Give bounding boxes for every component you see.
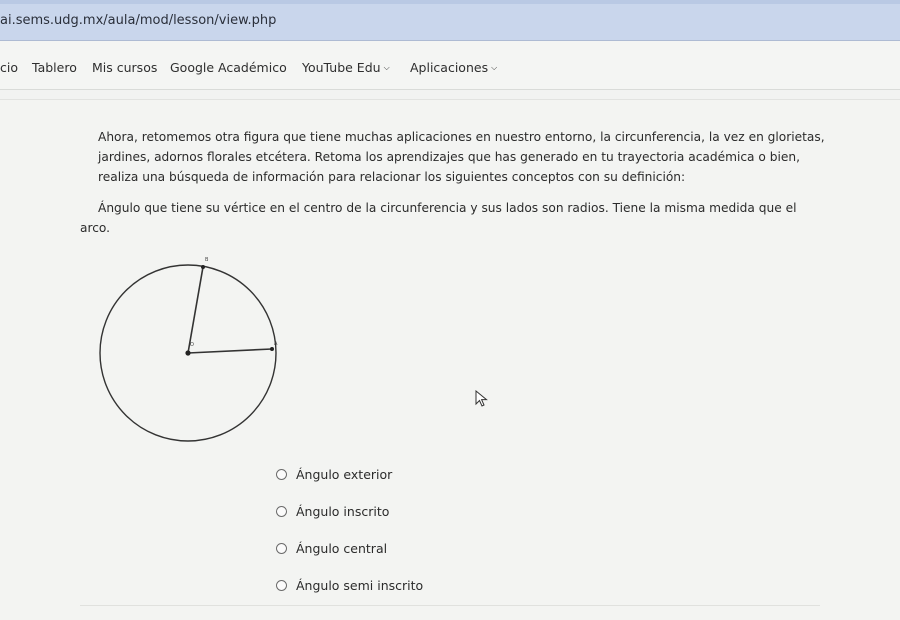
nav-item-aplicaciones[interactable] — [410, 60, 497, 75]
address-bar[interactable] — [0, 4, 900, 41]
option-label: Ángulo semi inscrito — [296, 578, 424, 593]
intro-paragraph: Ahora, retomemos otra figura que tiene muchas aplicaciones en nuestro entorno, la circunferencia, la vez en glorietas, jardines, adornos florales etcétera. Retoma los aprendizajes que has generado en tu trayectoria académica o bien, realiza una búsqueda de información para relacionar los siguientes conceptos con su definición: — [98, 130, 825, 184]
mouse-cursor-icon — [475, 390, 489, 408]
chevron-down-icon: ⌵ — [491, 62, 498, 72]
radio-button[interactable] — [276, 580, 287, 591]
label-a: A — [274, 341, 278, 347]
radio-button[interactable] — [276, 469, 287, 480]
radius-to-a — [188, 349, 272, 353]
option-angulo-semi-inscrito[interactable] — [276, 578, 423, 593]
nav-item-inicio[interactable] — [0, 60, 18, 75]
question-text: Ángulo que tiene su vértice en el centro de la circunferencia y sus lados son radios. Tiene la misma medida que el arco. — [80, 201, 797, 235]
content-divider — [80, 605, 820, 606]
center-point — [185, 350, 190, 355]
circle-figure — [95, 255, 285, 445]
option-label: Ángulo central — [296, 541, 388, 556]
nav-item-mis-cursos[interactable] — [92, 60, 157, 75]
label-b: B — [205, 257, 209, 263]
site-navbar — [0, 41, 900, 90]
lesson-content — [0, 100, 900, 620]
option-angulo-inscrito[interactable] — [276, 504, 389, 519]
option-angulo-exterior[interactable] — [276, 467, 392, 482]
nav-item-google-academico[interactable] — [170, 60, 287, 75]
nav-item-youtube-edu[interactable] — [302, 60, 390, 75]
nav-item-label: Google Académico — [170, 60, 287, 75]
radio-button[interactable] — [276, 543, 287, 554]
nav-item-label: Mis cursos — [92, 60, 158, 75]
point-b — [201, 265, 205, 269]
option-label: Ángulo inscrito — [296, 504, 390, 519]
url-text[interactable]: ai.sems.udg.mx/aula/mod/lesson/view.php — [0, 13, 277, 28]
nav-item-label: YouTube Edu — [302, 60, 381, 75]
nav-item-label: Tablero — [32, 60, 77, 75]
nav-item-label: Aplicaciones — [410, 60, 489, 75]
point-a — [270, 347, 274, 351]
nav-item-label: cio — [0, 60, 18, 75]
label-center: O — [190, 342, 194, 348]
radio-button[interactable] — [276, 506, 287, 517]
chevron-down-icon: ⌵ — [383, 62, 390, 72]
option-angulo-central[interactable] — [276, 541, 387, 556]
nav-item-tablero[interactable] — [32, 60, 77, 75]
radius-to-b — [188, 267, 203, 353]
option-label: Ángulo exterior — [296, 467, 393, 482]
